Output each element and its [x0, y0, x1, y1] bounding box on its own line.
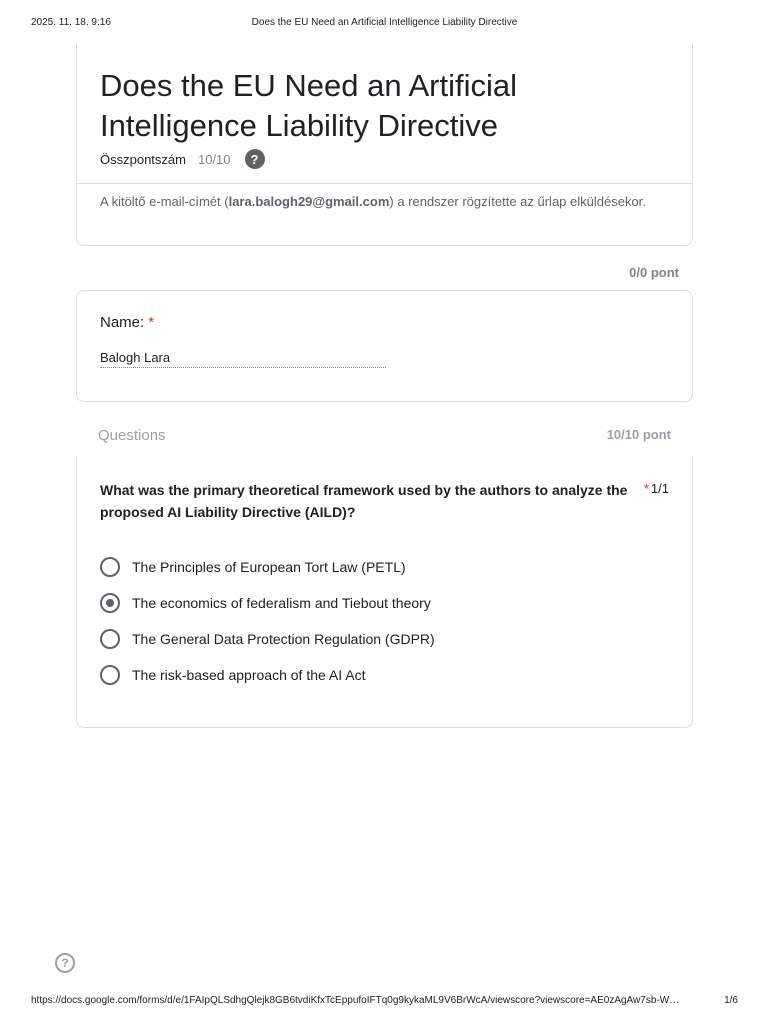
radio-button[interactable]: [100, 557, 120, 577]
total-score-row: [100, 148, 265, 170]
question-score: [644, 481, 669, 496]
answer-option-label: The General Data Protection Regulation (GDPR): [132, 631, 435, 647]
questions-section-header: [76, 415, 693, 456]
answer-option[interactable]: [100, 592, 431, 614]
email-note-suffix: ) a rendszer rögzítette az űrlap elküldésekor.: [389, 194, 646, 209]
form-title: Does the EU Need an Artificial Intelligence Liability Directive: [100, 68, 517, 143]
required-asterisk: *: [148, 314, 155, 331]
total-score-label: Összpontszám: [100, 151, 186, 167]
respondent-email: lara.balogh29@gmail.com: [228, 194, 390, 209]
email-note-prefix: A kitöltő e-mail-címét (: [100, 194, 229, 209]
print-date: 2025. 11. 18. 9:16: [31, 17, 111, 28]
questions-section-title: Questions: [98, 427, 166, 444]
print-url: https://docs.google.com/forms/d/e/1FAIpQLSdhgQlejk8GB6tvdiKfxTcEppufoIFTq0g9kykaML9V6BrWcA/viewscore?viewscore=AE0zAgAw7sb-W…: [31, 995, 680, 1006]
name-question-card: [76, 290, 693, 402]
answer-option-label: The risk-based approach of the AI Act: [132, 667, 366, 683]
help-circle-icon[interactable]: ?: [55, 953, 75, 973]
print-document-title: Does the EU Need an Artificial Intelligence Liability Directive: [251, 17, 518, 28]
answer-option[interactable]: [100, 664, 365, 686]
title-divider: [77, 183, 692, 184]
radio-button-selected[interactable]: [100, 593, 120, 613]
question-text: What was the primary theoretical framework used by the authors to analyze the proposed AI Liability Directive (AILD)?: [100, 482, 628, 520]
name-question-title: [100, 314, 154, 331]
answer-option[interactable]: [100, 556, 406, 578]
answer-option-label: The economics of federalism and Tiebout theory: [132, 595, 431, 611]
question-mark-icon[interactable]: ?: [245, 149, 265, 169]
answer-option-label: The Principles of European Tort Law (PETL): [132, 559, 406, 575]
question-card: [76, 456, 693, 728]
print-header: [31, 17, 738, 31]
name-section-points: 0/0 pont: [629, 265, 679, 280]
question-score-value: 1/1: [650, 481, 669, 496]
form-title-card: [76, 44, 693, 246]
answer-option[interactable]: [100, 628, 435, 650]
radio-button[interactable]: [100, 665, 120, 685]
total-score-value: 10/10: [197, 151, 231, 167]
required-asterisk: *: [643, 481, 649, 496]
print-footer: [31, 995, 738, 1009]
email-recorded-note: [100, 193, 660, 211]
radio-button[interactable]: [100, 629, 120, 649]
name-question-label: Name:: [100, 314, 145, 331]
page-number: 1/6: [724, 995, 738, 1006]
name-answer: Balogh Lara: [100, 350, 386, 368]
questions-section-points: 10/10 pont: [606, 427, 671, 442]
